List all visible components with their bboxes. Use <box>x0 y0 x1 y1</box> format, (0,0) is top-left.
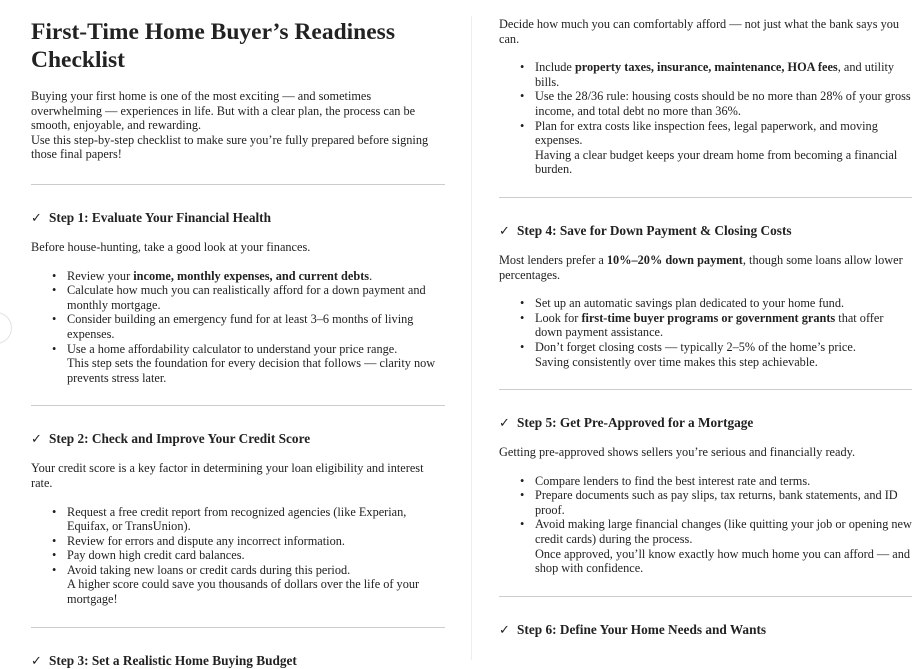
step-2-heading <box>31 431 445 447</box>
step-3-continued <box>499 17 912 177</box>
check-mark-icon: ✓ <box>499 222 510 238</box>
list-item: • Pay down high credit card balances. <box>67 548 445 563</box>
list-item: • Plan for extra costs like inspection fees, legal paperwork, and moving expenses. Having a clear budget keeps your dream home from becoming a financial burden. <box>535 119 912 177</box>
check-mark-icon: ✓ <box>499 415 510 431</box>
step-4-lead: Most lenders prefer a 10%–20% down payment, though some loans allow lower percentages. <box>499 252 903 282</box>
right-page <box>499 0 912 660</box>
section-divider <box>31 405 445 406</box>
list-item: • Consider building an emergency fund for at least 3–6 months of living expenses. <box>67 312 445 341</box>
step-5-section <box>499 415 912 576</box>
list-item: • Include property taxes, insurance, maintenance, HOA fees, and utility bills. <box>535 60 912 89</box>
section-divider <box>499 197 912 198</box>
section-divider <box>31 627 445 628</box>
step-note: A higher score could save you thousands of dollars over the life of your mortgage! <box>67 577 420 607</box>
step-1-lead: Before house-hunting, take a good look at your finances. <box>31 239 311 254</box>
list-item: • Set up an automatic savings plan dedicated to your home fund. <box>535 296 912 311</box>
list-item: • Review for errors and dispute any incorrect information. <box>67 534 445 549</box>
list-item: • Compare lenders to find the best interest rate and terms. <box>535 474 912 489</box>
list-item: • Look for first-time buyer programs or government grants that offer down payment assistance. <box>535 311 912 340</box>
list-item: • Review your income, monthly expenses, and current debts. <box>67 269 445 284</box>
section-divider <box>499 596 912 597</box>
step-4-list <box>499 296 912 369</box>
intro-text-2: Use this step-by-step checklist to make sure you’re fully prepared before signing those final papers! <box>31 132 429 162</box>
intro-text-1: Buying your first home is one of the most exciting — and sometimes overwhelming — experiences in life. But with a clear plan, the process can be smooth, enjoyable, and rewarding. <box>31 89 416 133</box>
step-note: Having a clear budget keeps your dream home from becoming a financial burden. <box>535 147 898 177</box>
step-note: Once approved, you’ll know exactly how much home you can afford — and shop with confidence. <box>535 546 911 576</box>
page-nav-handle[interactable] <box>0 312 12 344</box>
step-4-title: Step 4: Save for Down Payment & Closing Costs <box>517 222 792 238</box>
list-item: • Prepare documents such as pay slips, tax returns, bank statements, and ID proof. <box>535 488 912 517</box>
step-6-title: Step 6: Define Your Home Needs and Wants <box>517 621 767 637</box>
step-2-list <box>31 505 445 607</box>
step-note: This step sets the foundation for every decision that follows — clarity now prevents stress later. <box>67 356 436 385</box>
step-5-lead: Getting pre-approved shows sellers you’re serious and financially ready. <box>499 445 856 460</box>
check-mark-icon: ✓ <box>31 652 42 668</box>
step-1-list <box>31 269 445 386</box>
section-divider <box>31 184 445 185</box>
section-divider <box>499 389 912 390</box>
list-item: • Avoid making large financial changes (like quitting your job or opening new credit cards) during the process. Once approved, you’ll know exactly how much home you can afford — and shop with confidence. <box>535 517 912 575</box>
step-3-title: Step 3: Set a Realistic Home Buying Budget <box>49 652 297 668</box>
step-6-heading <box>499 622 912 638</box>
step-1-section <box>31 210 445 385</box>
step-1-heading <box>31 210 445 226</box>
step-2-lead: Your credit score is a key factor in determining your loan eligibility and interest rate. <box>31 461 424 490</box>
check-mark-icon: ✓ <box>31 209 42 225</box>
step-note: Saving consistently over time makes this step achievable. <box>535 354 818 369</box>
list-item: • Use a home affordability calculator to understand your price range. This step sets the foundation for every decision that follows — clarity now prevents stress later. <box>67 342 445 386</box>
step-5-title: Step 5: Get Pre-Approved for a Mortgage <box>517 415 754 431</box>
document-title: First-Time Home Buyer’s Readiness Checklist <box>31 19 395 73</box>
step-2-title: Step 2: Check and Improve Your Credit Score <box>49 431 311 447</box>
list-item: • Request a free credit report from recognized agencies (like Experian, Equifax, or TransUnion). <box>67 505 445 534</box>
list-item: • Calculate how much you can realistically afford for a down payment and monthly mortgage. <box>67 283 445 312</box>
left-page <box>31 0 445 668</box>
intro-paragraph <box>31 89 445 162</box>
check-mark-icon: ✓ <box>31 431 42 447</box>
list-item: • Avoid taking new loans or credit cards during this period. A higher score could save you thousands of dollars over the life of your mortgage! <box>67 563 445 607</box>
step-5-list <box>499 474 912 576</box>
step-1-title: Step 1: Evaluate Your Financial Health <box>49 209 271 225</box>
page-divider <box>471 16 472 660</box>
step-3-heading <box>31 653 445 669</box>
check-mark-icon: ✓ <box>499 621 510 637</box>
step-3-lead: Decide how much you can comfortably afford — not just what the bank says you can. <box>499 17 900 46</box>
step-4-heading <box>499 223 912 239</box>
list-item: • Use the 28/36 rule: housing costs should be no more than 28% of your gross income, and total debt no more than 36%. <box>535 89 912 118</box>
step-3-list <box>499 60 912 177</box>
step-2-section <box>31 431 445 606</box>
list-item: • Don’t forget closing costs — typically 2–5% of the home’s price. Saving consistently over time makes this step achievable. <box>535 340 912 369</box>
step-5-heading <box>499 415 912 431</box>
step-4-section <box>499 223 912 369</box>
